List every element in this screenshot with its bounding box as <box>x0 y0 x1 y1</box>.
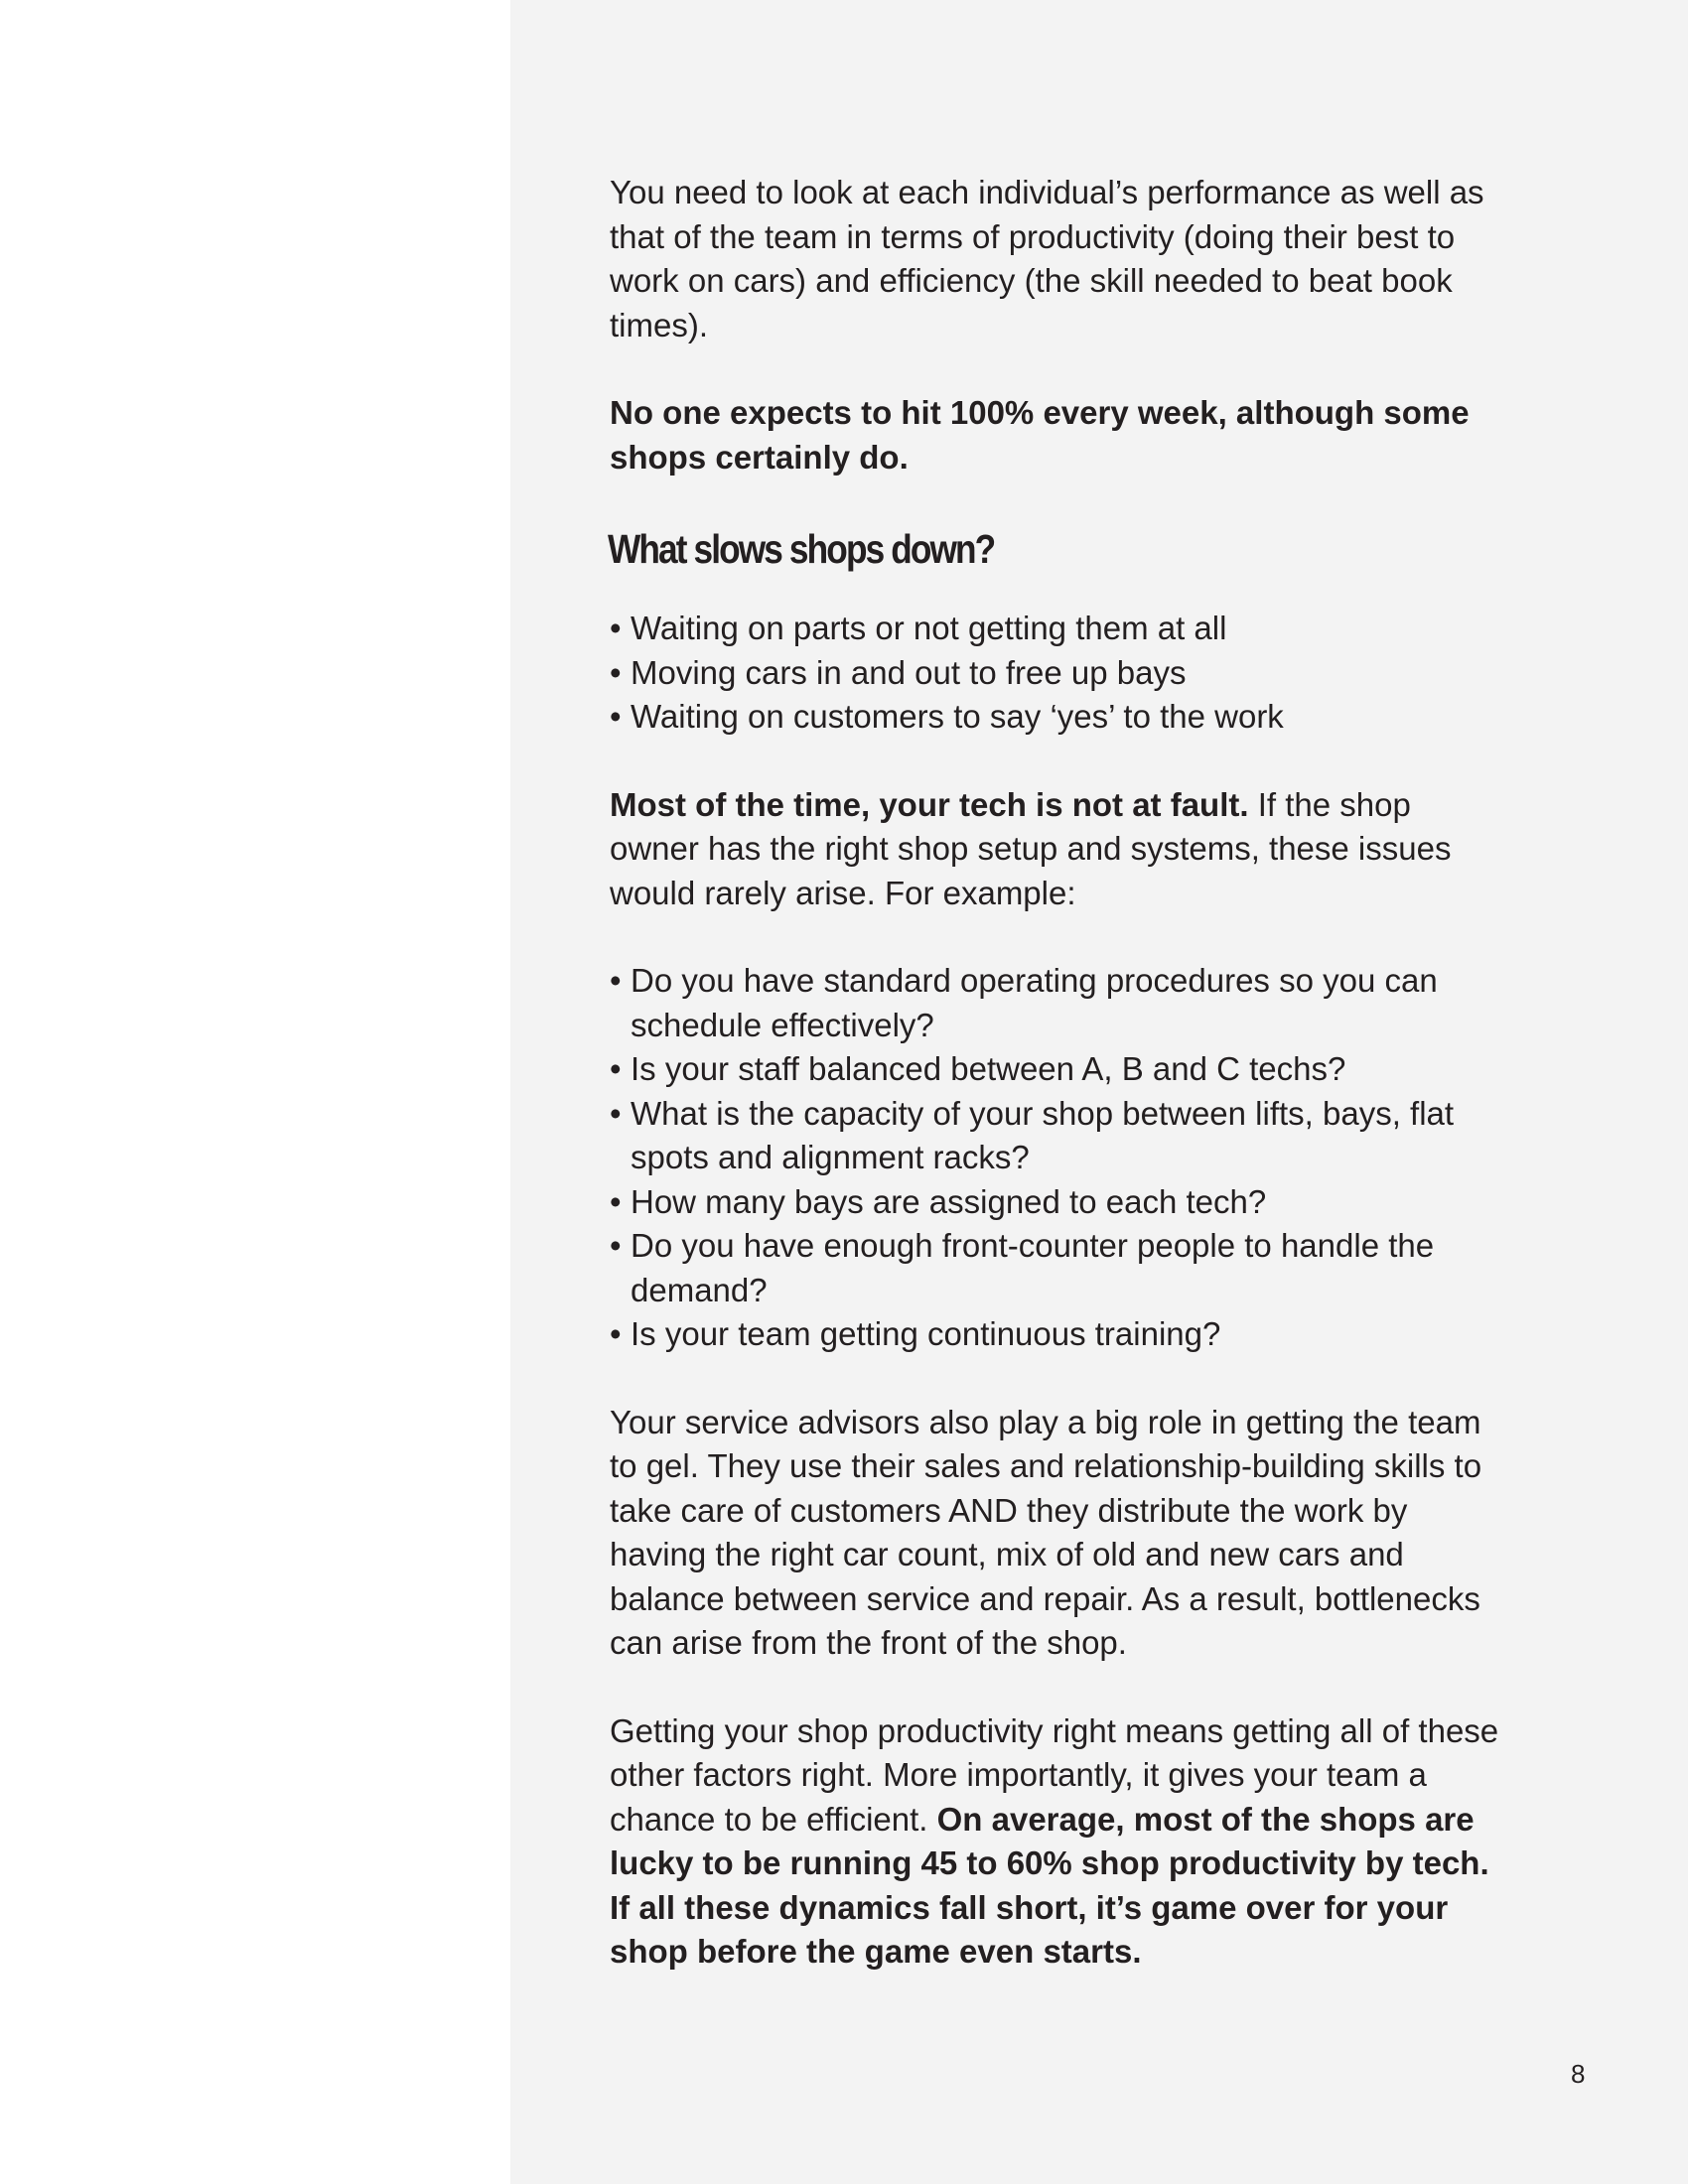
list-item <box>610 1092 1503 1180</box>
fault-bold-lead: Most of the time, your tech is not at fault. <box>610 785 1249 823</box>
list-item-text: Waiting on customers to say ‘yes’ to the work <box>631 698 1284 735</box>
conclusion-paragraph <box>610 1709 1503 1975</box>
fault-text: If the shop owner has the right shop setup and systems, these issues would rarely arise. For example: <box>610 785 1452 911</box>
list-item-text: Is your staff balanced between A, B and C techs? <box>631 1050 1346 1087</box>
conclusion-text: Getting your shop productivity right means getting all of these other factors right. More importantly, it gives your team a chance to be efficient. <box>610 1711 1499 1838</box>
fault-paragraph <box>610 783 1503 916</box>
bullet-icon: • <box>610 962 622 999</box>
page-content <box>610 171 1503 2018</box>
list-item-text: Moving cars in and out to free up bays <box>631 653 1187 691</box>
slowdowns-list <box>610 607 1503 740</box>
list-item-text: Waiting on parts or not getting them at all <box>631 610 1227 646</box>
list-item <box>610 959 1503 1047</box>
conclusion-bold-tail: On average, most of the shops are lucky to be running 45 to 60% shop productivity by tech. If all these dynamics fall short, it’s game over for your shop before the game even starts. <box>610 1800 1489 1970</box>
list-item <box>610 1047 1503 1092</box>
questions-list <box>610 959 1503 1357</box>
list-item <box>610 651 1503 696</box>
list-item-text: What is the capacity of your shop between lifts, bays, flat spots and alignment racks? <box>631 1094 1455 1175</box>
list-item <box>610 1224 1503 1312</box>
section-heading: What slows shops down? <box>608 526 995 572</box>
bullet-icon: • <box>610 653 622 691</box>
bullet-icon: • <box>610 1050 622 1087</box>
list-item-text: Is your team getting continuous training? <box>631 1315 1221 1352</box>
list-item <box>610 1180 1503 1225</box>
list-item-text: Do you have standard operating procedures so you can schedule effectively? <box>631 962 1438 1043</box>
list-item <box>610 607 1503 651</box>
list-item-text: Do you have enough front-counter people to handle the demand? <box>631 1227 1435 1308</box>
bullet-icon: • <box>610 1315 622 1352</box>
intro-paragraph: You need to look at each individual’s performance as well as that of the team in terms of productivity (doing their best to work on cars) and efficiency (the skill needed to beat book times). <box>610 174 1484 343</box>
bullet-icon: • <box>610 1182 622 1220</box>
list-item <box>610 695 1503 740</box>
list-item <box>610 1312 1503 1357</box>
bullet-icon: • <box>610 1094 622 1132</box>
bullet-icon: • <box>610 610 622 646</box>
bullet-icon: • <box>610 1227 622 1264</box>
left-margin <box>0 0 510 2184</box>
expectation-paragraph: No one expects to hit 100% every week, although some shops certainly do. <box>610 394 1470 476</box>
bullet-icon: • <box>610 698 622 735</box>
list-item-text: How many bays are assigned to each tech? <box>631 1182 1267 1220</box>
page-number: 8 <box>1571 2059 1586 2089</box>
advisors-paragraph: Your service advisors also play a big role in getting the team to gel. They use their sales and relationship-building skills to take care of customers AND they distribute the work by having the right car count, mix of old and new cars and balance between service and repair. As a result, bottlenecks can arise from the front of the shop. <box>610 1403 1482 1661</box>
